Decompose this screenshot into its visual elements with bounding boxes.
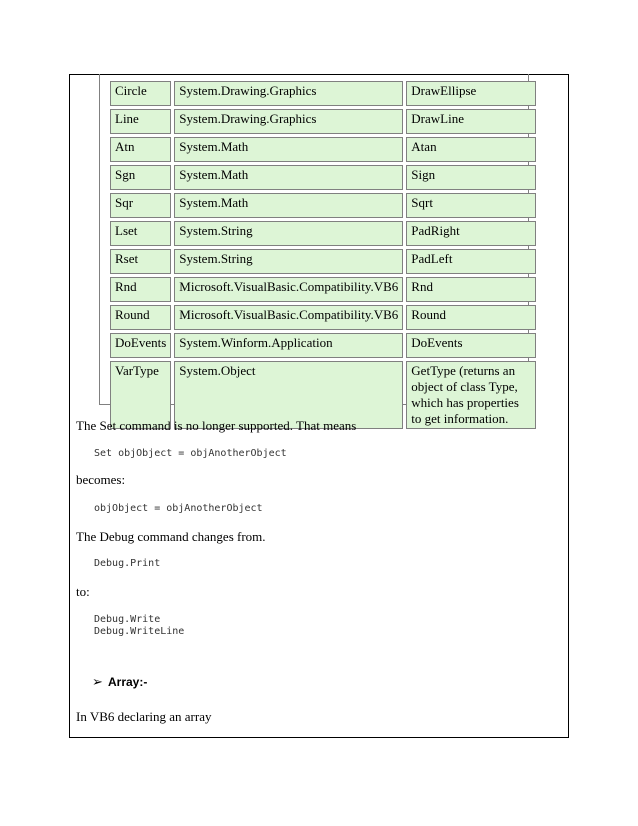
table-row bbox=[110, 137, 536, 162]
namespace-cell: System.Math bbox=[174, 165, 403, 190]
vb6-function-cell: VarType bbox=[110, 361, 171, 429]
dotnet-method-cell: Sqrt bbox=[406, 193, 536, 218]
namespace-cell: System.Winform.Application bbox=[174, 333, 403, 358]
debug-print-code: Debug.Print bbox=[94, 558, 161, 569]
vb6-function-cell: Round bbox=[110, 305, 171, 330]
table-row bbox=[110, 221, 536, 246]
namespace-cell: System.Math bbox=[174, 193, 403, 218]
arrow-bullet-icon: ➢ bbox=[92, 674, 103, 689]
set-code: Set objObject = objAnotherObject bbox=[94, 448, 287, 459]
dotnet-method-cell: PadLeft bbox=[406, 249, 536, 274]
vb6-function-cell: Rset bbox=[110, 249, 171, 274]
api-mapping-table bbox=[107, 78, 539, 432]
table-row bbox=[110, 165, 536, 190]
namespace-cell: System.String bbox=[174, 221, 403, 246]
namespace-cell: System.Object bbox=[174, 361, 403, 429]
table-row bbox=[110, 305, 536, 330]
becomes-label: becomes: bbox=[76, 472, 126, 487]
last-paragraph: In VB6 declaring an array bbox=[76, 709, 212, 724]
table-row bbox=[110, 81, 536, 106]
namespace-cell: Microsoft.VisualBasic.Compatibility.VB6 bbox=[174, 277, 403, 302]
dotnet-method-cell: Rnd bbox=[406, 277, 536, 302]
dotnet-method-cell: GetType (returns an object of class Type, which has properties to get information. bbox=[406, 361, 536, 429]
to-label: to: bbox=[76, 584, 90, 599]
namespace-cell: System.String bbox=[174, 249, 403, 274]
vb6-function-cell: Sqr bbox=[110, 193, 171, 218]
vb6-function-cell: DoEvents bbox=[110, 333, 171, 358]
table-row bbox=[110, 249, 536, 274]
debug-writeline-code: Debug.WriteLine bbox=[94, 626, 185, 637]
namespace-cell: System.Drawing.Graphics bbox=[174, 109, 403, 134]
vb6-function-cell: Circle bbox=[110, 81, 171, 106]
vb6-function-cell: Sgn bbox=[110, 165, 171, 190]
table-row bbox=[110, 109, 536, 134]
debug-paragraph: The Debug command changes from. bbox=[76, 529, 266, 544]
dotnet-method-cell: DrawLine bbox=[406, 109, 536, 134]
table-row bbox=[110, 277, 536, 302]
vb6-function-cell: Atn bbox=[110, 137, 171, 162]
set-paragraph: The Set command is no longer supported. That means bbox=[76, 418, 357, 433]
dotnet-method-cell: PadRight bbox=[406, 221, 536, 246]
debug-write-code: Debug.Write bbox=[94, 614, 161, 625]
table-row bbox=[110, 193, 536, 218]
namespace-cell: System.Math bbox=[174, 137, 403, 162]
vb6-function-cell: Rnd bbox=[110, 277, 171, 302]
table-row bbox=[110, 333, 536, 358]
dotnet-method-cell: Round bbox=[406, 305, 536, 330]
vb6-function-cell: Line bbox=[110, 109, 171, 134]
dotnet-method-cell: DrawEllipse bbox=[406, 81, 536, 106]
vb6-function-cell: Lset bbox=[110, 221, 171, 246]
dotnet-method-cell: DoEvents bbox=[406, 333, 536, 358]
namespace-cell: Microsoft.VisualBasic.Compatibility.VB6 bbox=[174, 305, 403, 330]
array-heading: Array:- bbox=[108, 675, 148, 689]
becomes-code: objObject = objAnotherObject bbox=[94, 503, 263, 514]
dotnet-method-cell: Atan bbox=[406, 137, 536, 162]
dotnet-method-cell: Sign bbox=[406, 165, 536, 190]
namespace-cell: System.Drawing.Graphics bbox=[174, 81, 403, 106]
array-bullet bbox=[92, 674, 147, 690]
